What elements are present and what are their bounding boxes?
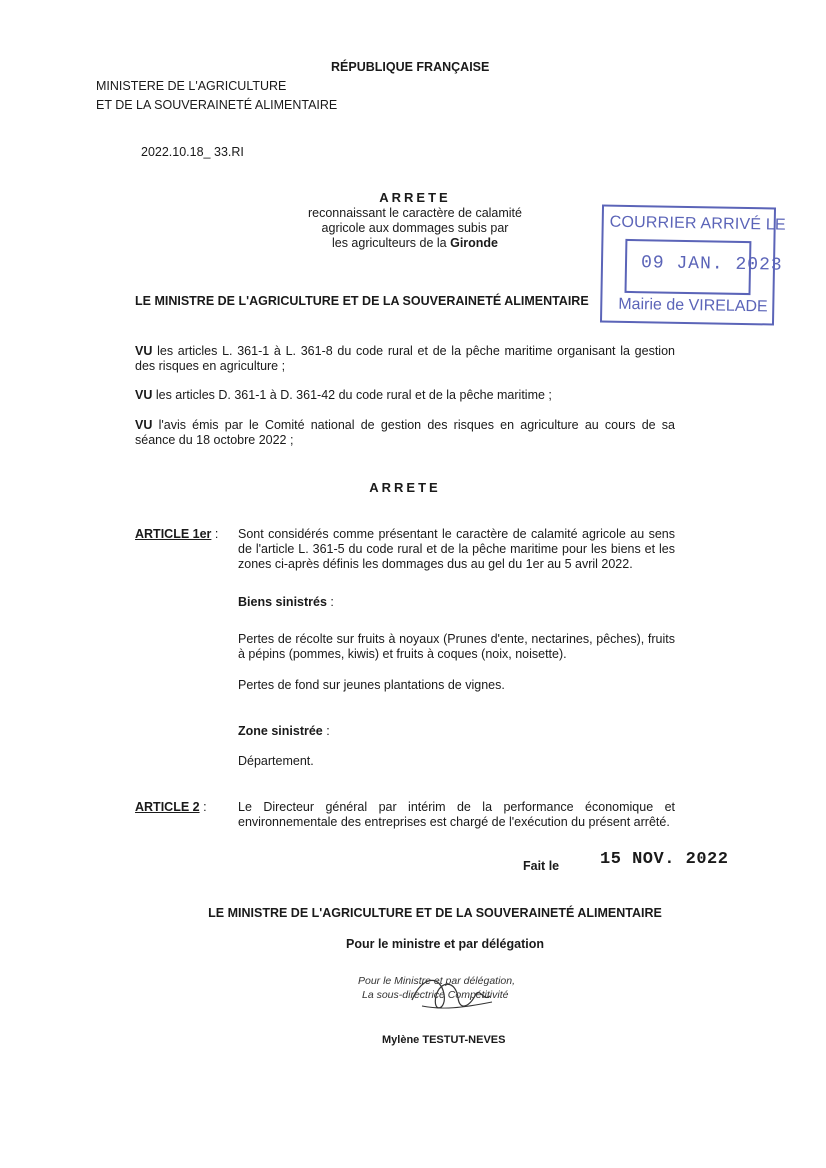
ministry-line-1: MINISTERE DE L'AGRICULTURE [96, 79, 287, 93]
zone-sinistree-value: Département. [238, 754, 314, 768]
arrete-heading: ARRETE [369, 480, 441, 495]
signature-delegation: Pour le ministre et par délégation [346, 937, 544, 951]
signatory-name: Mylène TESTUT-NEVES [382, 1034, 506, 1046]
zone-sinistree-label: Zone sinistrée : [238, 724, 330, 738]
signature-minister: LE MINISTRE DE L'AGRICULTURE ET DE LA SOUVERAINETÉ ALIMENTAIRE [208, 906, 662, 920]
visa-2: VU les articles D. 361-1 à D. 361-42 du code rural et de la pêche maritime ; [135, 388, 552, 402]
fait-le-date: 15 NOV. 2022 [600, 850, 729, 869]
pertes-recolte: Pertes de récolte sur fruits à noyaux (Prunes d'ente, nectarines, pêches), fruits à pépins (pommes, kiwis) et fruits à coques (noix, noisette). [238, 632, 675, 661]
signature-line-1: Pour le Ministre et par délégation, [358, 975, 516, 987]
title-subline-2: agricole aux dommages subis par [321, 221, 509, 235]
pertes-fond: Pertes de fond sur jeunes plantations de vignes. [238, 678, 505, 692]
stamp-label: COURRIER ARRIVÉ LE [609, 213, 786, 234]
stamp-town: Mairie de VIRELADE [618, 295, 768, 316]
visa-1: VU les articles L. 361-1 à L. 361-8 du code rural et de la pêche maritime organisant la gestion des risques en agriculture ; [135, 344, 675, 373]
stamp-date: 09 JAN. 2023 [640, 253, 783, 276]
arrival-stamp [600, 204, 786, 325]
fait-le-label: Fait le [523, 859, 560, 873]
signature-line-2: La sous-directrice Compétitivité [362, 989, 509, 1001]
article-1-text: Sont considérés comme présentant le caractère de calamité agricole au sens de l'article L. 361-5 du code rural et de la pêche maritime pour les biens et les zones ci-après définis les dommages dus au gel du 1er au 5 avril 2022. [238, 527, 675, 571]
title-subline-1: reconnaissant le caractère de calamité [307, 206, 522, 220]
title-heading: ARRETE [379, 190, 451, 205]
minister-heading: LE MINISTRE DE L'AGRICULTURE ET DE LA SOUVERAINETÉ ALIMENTAIRE [135, 294, 589, 308]
title-subline-3: les agriculteurs de la Gironde [331, 236, 499, 250]
ministry-line-2: ET DE LA SOUVERAINETÉ ALIMENTAIRE [96, 98, 338, 112]
handwritten-signature [352, 966, 532, 1026]
article-2-label: ARTICLE 2 : [135, 800, 207, 814]
reference-number: 2022.10.18_ 33.RI [141, 145, 244, 159]
visa-3: VU l'avis émis par le Comité national de gestion des risques en agriculture au cours de sa séance du 18 octobre 2022 ; [135, 418, 675, 447]
article-2-text: Le Directeur général par intérim de la performance économique et environnementale des entreprises est chargé de l'exécution du présent arrêté. [238, 800, 675, 829]
stamp-date-box [625, 239, 783, 295]
biens-sinistres-label: Biens sinistrés : [238, 595, 334, 609]
republic-header: RÉPUBLIQUE FRANÇAISE [331, 60, 490, 74]
article-1-label: ARTICLE 1er : [135, 527, 219, 541]
